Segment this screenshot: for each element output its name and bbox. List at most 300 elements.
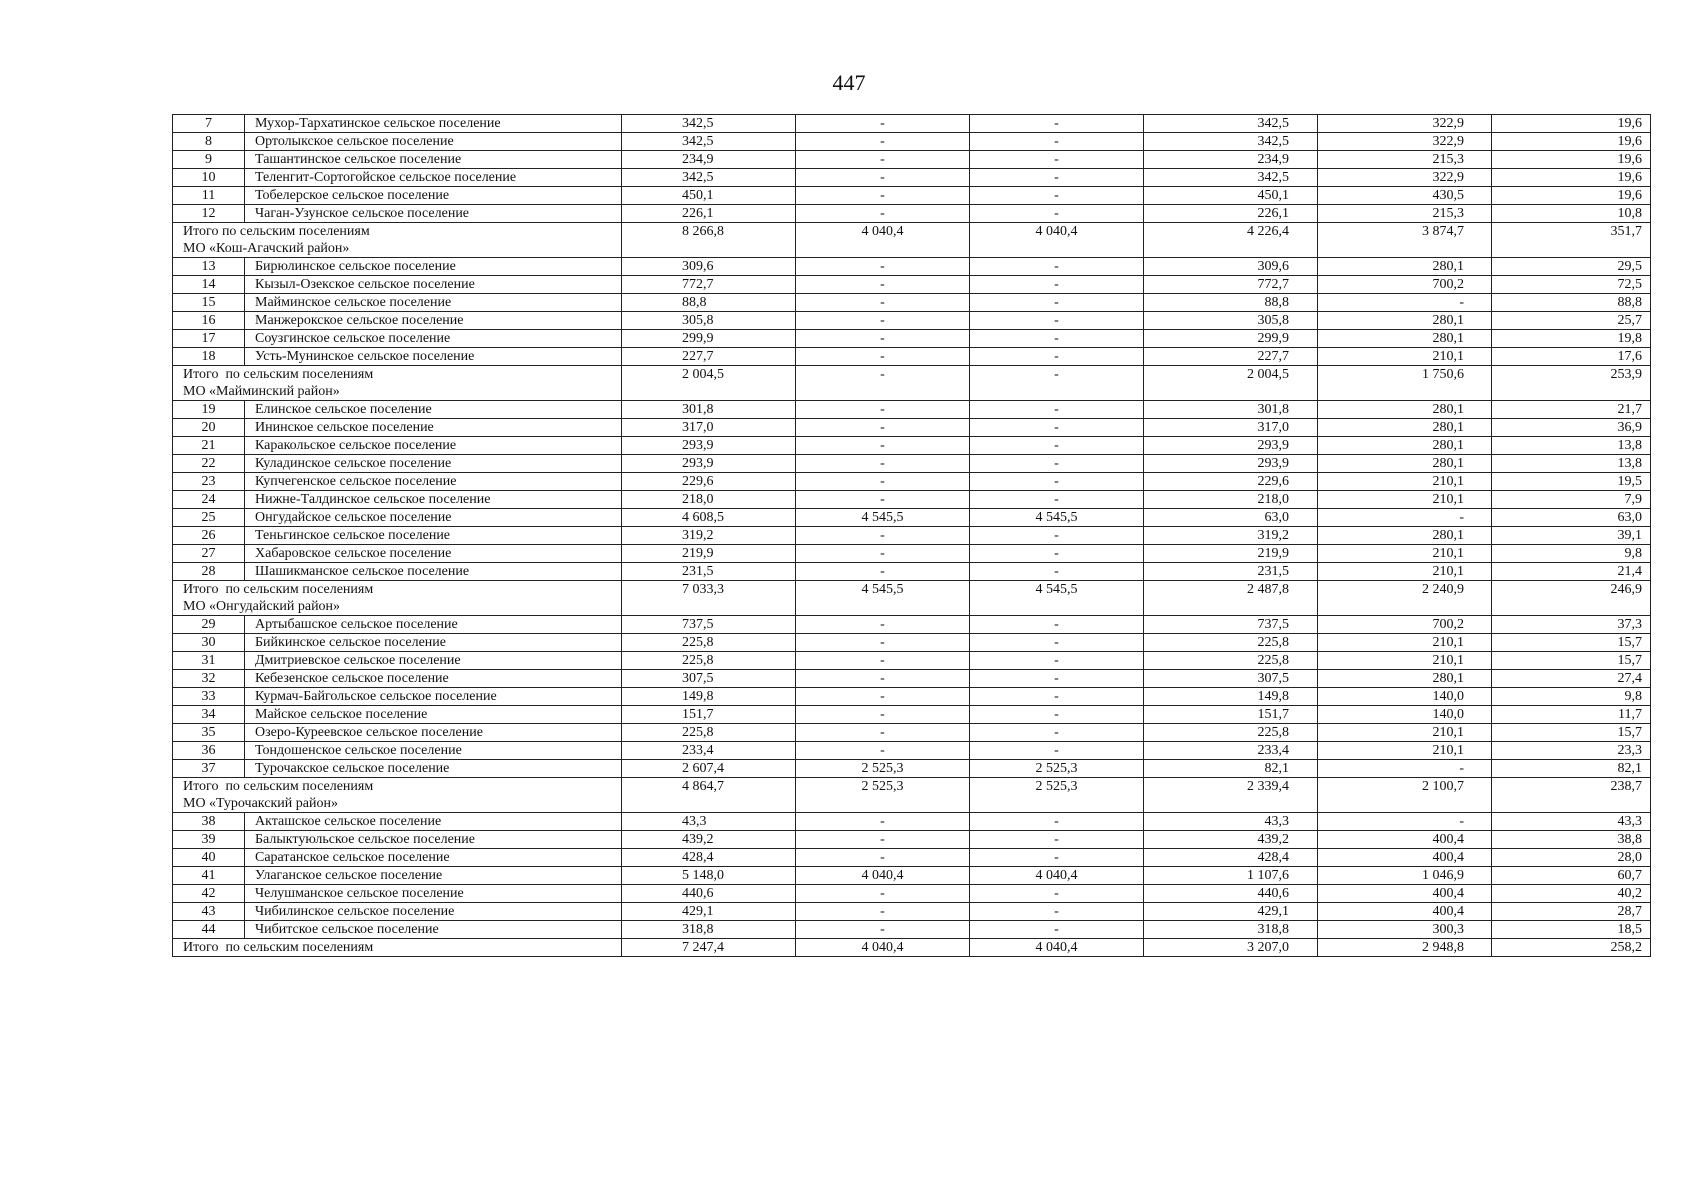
total-value: 4 864,7 [622, 778, 796, 813]
subsidy-value: - [970, 133, 1144, 151]
other-value: 43,3 [1492, 813, 1651, 831]
own-value: 2 487,8 [1144, 581, 1318, 616]
subsidy-value: - [970, 670, 1144, 688]
total-value: 225,8 [622, 724, 796, 742]
subsidy-value: - [970, 724, 1144, 742]
grant-value: 280,1 [1318, 419, 1492, 437]
subsidy-value: - [970, 545, 1144, 563]
total-value: 342,5 [622, 133, 796, 151]
subsidy-value: - [970, 115, 1144, 133]
own-value: 234,9 [1144, 151, 1318, 169]
own-value: 293,9 [1144, 437, 1318, 455]
own-value: 88,8 [1144, 294, 1318, 312]
row-number: 30 [173, 634, 245, 652]
total-label-line1: Итого по сельским поселениям [183, 779, 374, 794]
transfer-value: - [796, 706, 970, 724]
table-row [173, 115, 1651, 133]
subsidy-value: - [970, 563, 1144, 581]
subsidy-value: - [970, 903, 1144, 921]
subsidy-value: - [970, 688, 1144, 706]
total-label-line1: Итого по сельским поселениям [183, 940, 374, 955]
row-number: 9 [173, 151, 245, 169]
grant-value: 400,4 [1318, 849, 1492, 867]
other-value: 72,5 [1492, 276, 1651, 294]
total-value: 772,7 [622, 276, 796, 294]
other-value: 21,4 [1492, 563, 1651, 581]
settlement-name: Ташантинское сельское поселение [245, 151, 622, 169]
subsidy-value: - [970, 330, 1144, 348]
total-value: 151,7 [622, 706, 796, 724]
grant-value: 210,1 [1318, 652, 1492, 670]
other-value: 19,5 [1492, 473, 1651, 491]
subsidy-value: - [970, 437, 1144, 455]
other-value: 17,6 [1492, 348, 1651, 366]
row-number: 18 [173, 348, 245, 366]
transfer-value: - [796, 312, 970, 330]
settlement-name: Артыбашское сельское поселение [245, 616, 622, 634]
own-value: 2 339,4 [1144, 778, 1318, 813]
table-row [173, 760, 1651, 778]
total-label [173, 366, 622, 401]
subsidy-value: - [970, 187, 1144, 205]
other-value: 246,9 [1492, 581, 1651, 616]
settlement-name: Нижне-Талдинское сельское поселение [245, 491, 622, 509]
total-value: 2 004,5 [622, 366, 796, 401]
other-value: 29,5 [1492, 258, 1651, 276]
table-row [173, 813, 1651, 831]
transfer-value: - [796, 151, 970, 169]
table-row [173, 258, 1651, 276]
total-value: 429,1 [622, 903, 796, 921]
transfer-value: - [796, 294, 970, 312]
table-row [173, 294, 1651, 312]
own-value: 227,7 [1144, 348, 1318, 366]
grant-value: 700,2 [1318, 276, 1492, 294]
subsidy-value: - [970, 473, 1144, 491]
own-value: 43,3 [1144, 813, 1318, 831]
row-number: 32 [173, 670, 245, 688]
subsidy-value: - [970, 885, 1144, 903]
total-value: 309,6 [622, 258, 796, 276]
table-row [173, 348, 1651, 366]
settlement-name: Хабаровское сельское поселение [245, 545, 622, 563]
table-row [173, 652, 1651, 670]
total-value: 43,3 [622, 813, 796, 831]
subsidy-value: 4 040,4 [970, 939, 1144, 957]
own-value: 82,1 [1144, 760, 1318, 778]
row-number: 39 [173, 831, 245, 849]
row-number: 36 [173, 742, 245, 760]
grant-value: 280,1 [1318, 258, 1492, 276]
own-value: 440,6 [1144, 885, 1318, 903]
own-value: 428,4 [1144, 849, 1318, 867]
grant-value: 210,1 [1318, 742, 1492, 760]
subsidy-value: - [970, 849, 1144, 867]
total-value: 229,6 [622, 473, 796, 491]
table-row [173, 563, 1651, 581]
subsidy-value: 4 040,4 [970, 223, 1144, 258]
total-label [173, 939, 622, 957]
table-row [173, 276, 1651, 294]
row-number: 21 [173, 437, 245, 455]
grant-value: 280,1 [1318, 401, 1492, 419]
grant-value: 140,0 [1318, 706, 1492, 724]
subsidy-value: - [970, 276, 1144, 294]
total-value: 233,4 [622, 742, 796, 760]
settlement-name: Балыктуюльское сельское поселение [245, 831, 622, 849]
budget-table [172, 114, 1651, 957]
settlement-name: Акташское сельское поселение [245, 813, 622, 831]
grant-value: 210,1 [1318, 473, 1492, 491]
settlement-name: Тобелерское сельское поселение [245, 187, 622, 205]
row-number: 38 [173, 813, 245, 831]
other-value: 18,5 [1492, 921, 1651, 939]
total-row [173, 366, 1651, 401]
table-row [173, 401, 1651, 419]
total-value: 293,9 [622, 437, 796, 455]
total-value: 218,0 [622, 491, 796, 509]
settlement-name: Улаганское сельское поселение [245, 867, 622, 885]
own-value: 299,9 [1144, 330, 1318, 348]
settlement-name: Майминское сельское поселение [245, 294, 622, 312]
total-row [173, 581, 1651, 616]
total-label-district: МО «Турочакский район» [183, 796, 338, 811]
own-value: 218,0 [1144, 491, 1318, 509]
table-row [173, 205, 1651, 223]
own-value: 225,8 [1144, 724, 1318, 742]
total-value: 225,8 [622, 634, 796, 652]
row-number: 22 [173, 455, 245, 473]
table-row [173, 616, 1651, 634]
other-value: 25,7 [1492, 312, 1651, 330]
grant-value: 2 100,7 [1318, 778, 1492, 813]
total-value: 7 247,4 [622, 939, 796, 957]
total-value: 737,5 [622, 616, 796, 634]
total-value: 234,9 [622, 151, 796, 169]
settlement-name: Мухор-Тархатинское сельское поселение [245, 115, 622, 133]
transfer-value: - [796, 455, 970, 473]
own-value: 63,0 [1144, 509, 1318, 527]
transfer-value: 4 545,5 [796, 509, 970, 527]
other-value: 15,7 [1492, 652, 1651, 670]
transfer-value: - [796, 491, 970, 509]
own-value: 225,8 [1144, 652, 1318, 670]
grant-value: 280,1 [1318, 330, 1492, 348]
subsidy-value: - [970, 401, 1144, 419]
table-row [173, 867, 1651, 885]
own-value: 317,0 [1144, 419, 1318, 437]
table-row [173, 831, 1651, 849]
transfer-value: - [796, 276, 970, 294]
own-value: 429,1 [1144, 903, 1318, 921]
own-value: 737,5 [1144, 616, 1318, 634]
total-value: 4 608,5 [622, 509, 796, 527]
own-value: 293,9 [1144, 455, 1318, 473]
subsidy-value: - [970, 151, 1144, 169]
own-value: 219,9 [1144, 545, 1318, 563]
other-value: 39,1 [1492, 527, 1651, 545]
settlement-name: Теленгит-Сортогойское сельское поселение [245, 169, 622, 187]
row-number: 23 [173, 473, 245, 491]
settlement-name: Ортолыкское сельское поселение [245, 133, 622, 151]
own-value: 2 004,5 [1144, 366, 1318, 401]
total-label [173, 581, 622, 616]
transfer-value: 4 040,4 [796, 867, 970, 885]
table-row [173, 742, 1651, 760]
other-value: 351,7 [1492, 223, 1651, 258]
subsidy-value: 2 525,3 [970, 760, 1144, 778]
other-value: 63,0 [1492, 509, 1651, 527]
transfer-value: - [796, 187, 970, 205]
row-number: 31 [173, 652, 245, 670]
settlement-name: Чаган-Узунское сельское поселение [245, 205, 622, 223]
grant-value: 322,9 [1318, 169, 1492, 187]
settlement-name: Манжерокское сельское поселение [245, 312, 622, 330]
own-value: 342,5 [1144, 115, 1318, 133]
row-number: 28 [173, 563, 245, 581]
own-value: 151,7 [1144, 706, 1318, 724]
total-value: 299,9 [622, 330, 796, 348]
grant-value: 215,3 [1318, 151, 1492, 169]
other-value: 10,8 [1492, 205, 1651, 223]
page-number: 447 [832, 70, 866, 95]
total-value: 293,9 [622, 455, 796, 473]
subsidy-value: - [970, 921, 1144, 939]
grant-value: 1 046,9 [1318, 867, 1492, 885]
grant-value: 280,1 [1318, 670, 1492, 688]
settlement-name: Онгудайское сельское поселение [245, 509, 622, 527]
own-value: 305,8 [1144, 312, 1318, 330]
settlement-name: Ининское сельское поселение [245, 419, 622, 437]
subsidy-value: - [970, 813, 1144, 831]
row-number: 40 [173, 849, 245, 867]
transfer-value: 4 040,4 [796, 939, 970, 957]
row-number: 34 [173, 706, 245, 724]
total-value: 319,2 [622, 527, 796, 545]
transfer-value: - [796, 885, 970, 903]
settlement-name: Саратанское сельское поселение [245, 849, 622, 867]
total-value: 8 266,8 [622, 223, 796, 258]
other-value: 253,9 [1492, 366, 1651, 401]
table-row [173, 169, 1651, 187]
other-value: 19,8 [1492, 330, 1651, 348]
total-value: 301,8 [622, 401, 796, 419]
transfer-value: - [796, 652, 970, 670]
transfer-value: - [796, 401, 970, 419]
table-row [173, 330, 1651, 348]
total-value: 317,0 [622, 419, 796, 437]
own-value: 450,1 [1144, 187, 1318, 205]
transfer-value: - [796, 921, 970, 939]
row-number: 20 [173, 419, 245, 437]
grant-value: - [1318, 760, 1492, 778]
table-row [173, 885, 1651, 903]
transfer-value: - [796, 330, 970, 348]
subsidy-value: - [970, 527, 1144, 545]
total-value: 439,2 [622, 831, 796, 849]
transfer-value: - [796, 348, 970, 366]
transfer-value: - [796, 831, 970, 849]
transfer-value: - [796, 563, 970, 581]
row-number: 17 [173, 330, 245, 348]
row-number: 41 [173, 867, 245, 885]
total-value: 342,5 [622, 115, 796, 133]
grant-value: - [1318, 294, 1492, 312]
transfer-value: - [796, 366, 970, 401]
grant-value: 2 948,8 [1318, 939, 1492, 957]
transfer-value: - [796, 903, 970, 921]
grant-value: 3 874,7 [1318, 223, 1492, 258]
settlement-name: Теньгинское сельское поселение [245, 527, 622, 545]
own-value: 149,8 [1144, 688, 1318, 706]
own-value: 231,5 [1144, 563, 1318, 581]
row-number: 37 [173, 760, 245, 778]
total-label-district: МО «Онгудайский район» [183, 599, 341, 614]
total-value: 227,7 [622, 348, 796, 366]
row-number: 33 [173, 688, 245, 706]
row-number: 35 [173, 724, 245, 742]
settlement-name: Бийкинское сельское поселение [245, 634, 622, 652]
transfer-value: - [796, 205, 970, 223]
grant-value: - [1318, 509, 1492, 527]
table-row [173, 312, 1651, 330]
row-number: 7 [173, 115, 245, 133]
grant-value: 400,4 [1318, 831, 1492, 849]
own-value: 233,4 [1144, 742, 1318, 760]
table-row [173, 491, 1651, 509]
subsidy-value: - [970, 366, 1144, 401]
grant-value: 700,2 [1318, 616, 1492, 634]
total-value: 307,5 [622, 670, 796, 688]
total-label-district: МО «Кош-Агачский район» [183, 241, 350, 256]
own-value: 3 207,0 [1144, 939, 1318, 957]
row-number: 13 [173, 258, 245, 276]
grant-value: 300,3 [1318, 921, 1492, 939]
settlement-name: Дмитриевское сельское поселение [245, 652, 622, 670]
grant-value: 280,1 [1318, 455, 1492, 473]
transfer-value: - [796, 115, 970, 133]
total-label-district: МО «Майминский район» [183, 384, 340, 399]
table-row [173, 634, 1651, 652]
table-row [173, 849, 1651, 867]
transfer-value: - [796, 258, 970, 276]
settlement-name: Чибитское сельское поселение [245, 921, 622, 939]
settlement-name: Кызыл-Озекское сельское поселение [245, 276, 622, 294]
other-value: 23,3 [1492, 742, 1651, 760]
grant-value: 210,1 [1318, 348, 1492, 366]
total-row [173, 223, 1651, 258]
settlement-name: Соузгинское сельское поселение [245, 330, 622, 348]
row-number: 44 [173, 921, 245, 939]
subsidy-value: - [970, 455, 1144, 473]
other-value: 13,8 [1492, 437, 1651, 455]
grant-value: - [1318, 813, 1492, 831]
other-value: 19,6 [1492, 115, 1651, 133]
total-value: 149,8 [622, 688, 796, 706]
total-label [173, 778, 622, 813]
table-row [173, 724, 1651, 742]
other-value: 38,8 [1492, 831, 1651, 849]
table-row [173, 688, 1651, 706]
total-value: 225,8 [622, 652, 796, 670]
subsidy-value: - [970, 294, 1144, 312]
other-value: 28,7 [1492, 903, 1651, 921]
row-number: 19 [173, 401, 245, 419]
own-value: 307,5 [1144, 670, 1318, 688]
subsidy-value: 2 525,3 [970, 778, 1144, 813]
own-value: 342,5 [1144, 169, 1318, 187]
other-value: 37,3 [1492, 616, 1651, 634]
row-number: 10 [173, 169, 245, 187]
row-number: 15 [173, 294, 245, 312]
total-value: 88,8 [622, 294, 796, 312]
row-number: 43 [173, 903, 245, 921]
table-row [173, 455, 1651, 473]
other-value: 19,6 [1492, 169, 1651, 187]
row-number: 42 [173, 885, 245, 903]
total-value: 318,8 [622, 921, 796, 939]
grant-value: 210,1 [1318, 491, 1492, 509]
subsidy-value: - [970, 258, 1144, 276]
total-value: 440,6 [622, 885, 796, 903]
other-value: 15,7 [1492, 724, 1651, 742]
total-value: 231,5 [622, 563, 796, 581]
row-number: 16 [173, 312, 245, 330]
other-value: 21,7 [1492, 401, 1651, 419]
transfer-value: - [796, 133, 970, 151]
table-row [173, 670, 1651, 688]
other-value: 238,7 [1492, 778, 1651, 813]
grant-value: 140,0 [1318, 688, 1492, 706]
own-value: 4 226,4 [1144, 223, 1318, 258]
row-number: 8 [173, 133, 245, 151]
settlement-name: Турочакское сельское поселение [245, 760, 622, 778]
settlement-name: Чибилинское сельское поселение [245, 903, 622, 921]
subsidy-value: - [970, 312, 1144, 330]
subsidy-value: - [970, 348, 1144, 366]
grant-value: 210,1 [1318, 634, 1492, 652]
table-row [173, 473, 1651, 491]
settlement-name: Тондошенское сельское поселение [245, 742, 622, 760]
subsidy-value: - [970, 169, 1144, 187]
transfer-value: 4 040,4 [796, 223, 970, 258]
other-value: 19,6 [1492, 133, 1651, 151]
own-value: 309,6 [1144, 258, 1318, 276]
subsidy-value: - [970, 205, 1144, 223]
table-row [173, 133, 1651, 151]
subsidy-value: - [970, 419, 1144, 437]
own-value: 439,2 [1144, 831, 1318, 849]
subsidy-value: 4 545,5 [970, 509, 1144, 527]
own-value: 772,7 [1144, 276, 1318, 294]
grant-value: 2 240,9 [1318, 581, 1492, 616]
other-value: 7,9 [1492, 491, 1651, 509]
row-number: 11 [173, 187, 245, 205]
other-value: 9,8 [1492, 545, 1651, 563]
settlement-name: Челушманское сельское поселение [245, 885, 622, 903]
other-value: 15,7 [1492, 634, 1651, 652]
own-value: 226,1 [1144, 205, 1318, 223]
grant-value: 280,1 [1318, 527, 1492, 545]
other-value: 13,8 [1492, 455, 1651, 473]
transfer-value: - [796, 813, 970, 831]
total-value: 7 033,3 [622, 581, 796, 616]
table-row [173, 545, 1651, 563]
total-value: 226,1 [622, 205, 796, 223]
transfer-value: - [796, 670, 970, 688]
transfer-value: 2 525,3 [796, 760, 970, 778]
settlement-name: Курмач-Байгольское сельское поселение [245, 688, 622, 706]
